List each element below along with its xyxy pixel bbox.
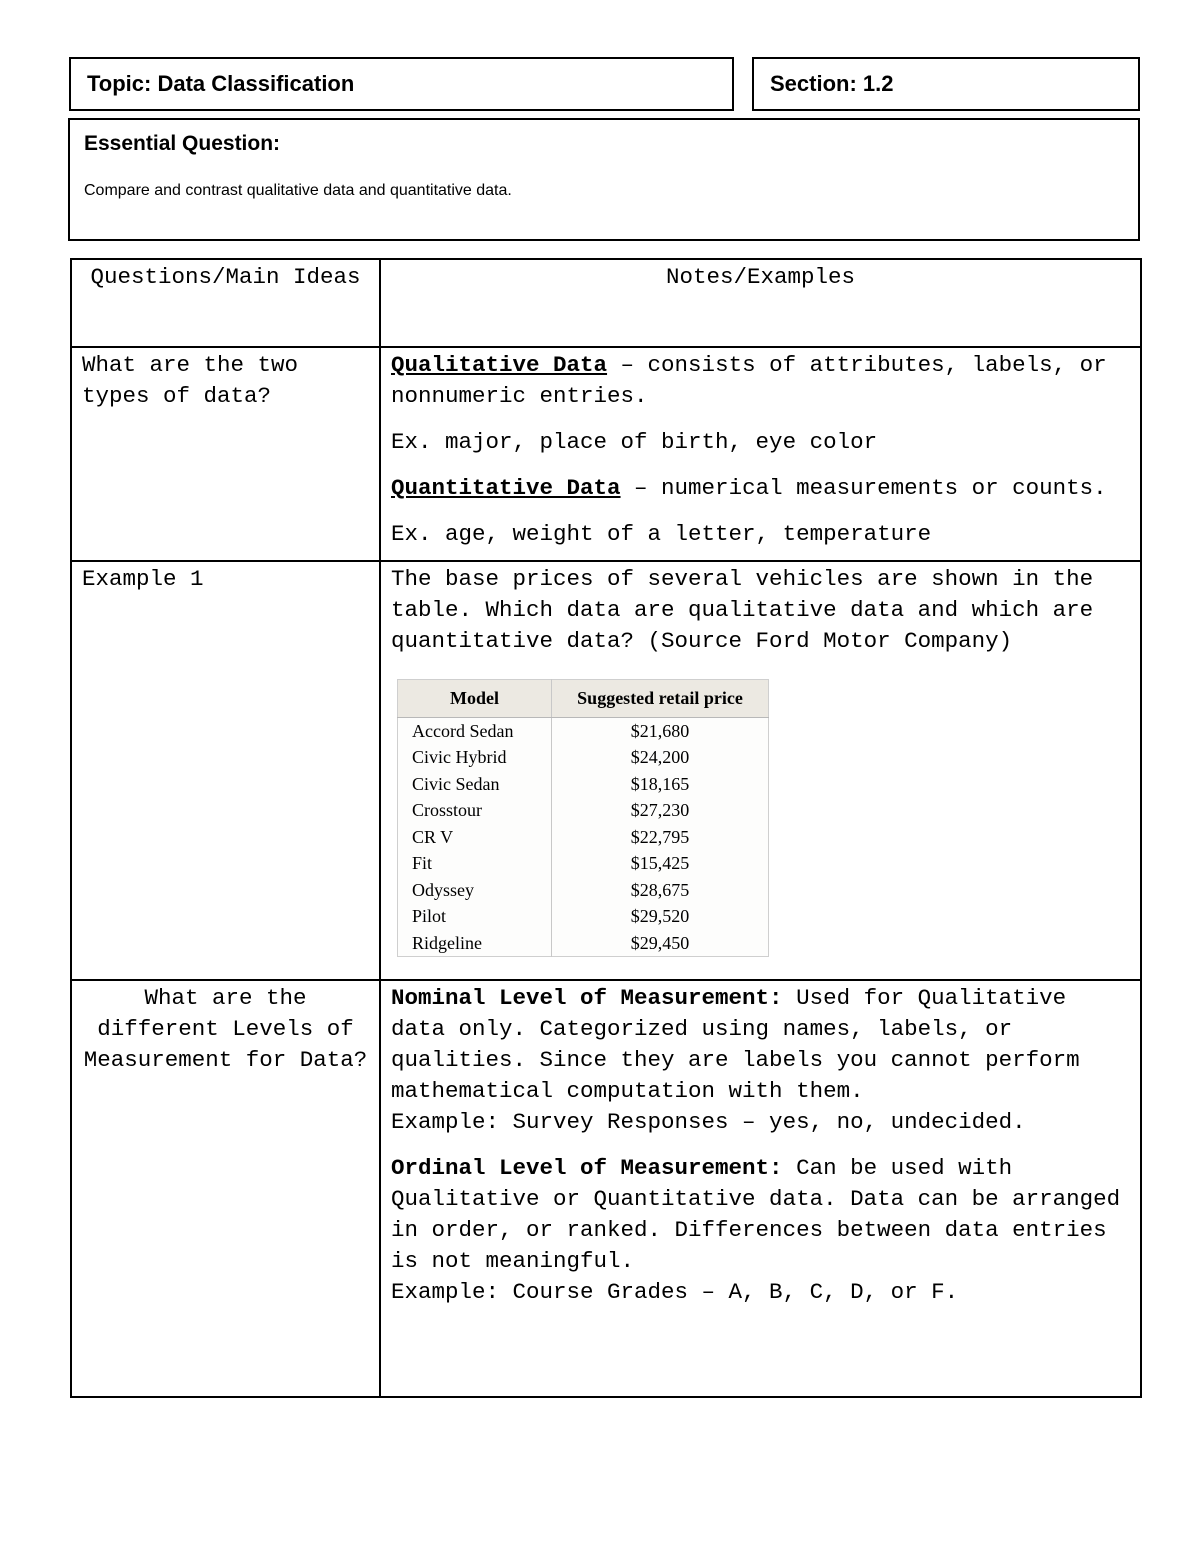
vehicle-model-cell: Ridgeline [398,930,552,957]
vehicle-table-header-row [398,680,769,718]
vehicle-price-cell: $27,230 [630,800,690,820]
nominal-term: Nominal Level of Measurement: [391,985,783,1011]
table-row [71,561,1141,980]
example-text: The base prices of several vehicles are shown in the table. Which data are qualitative data and which are quantitative data? (Source Ford Motor Company) [391,566,1094,654]
question-cell [71,347,380,561]
vehicle-table-row [398,824,769,851]
vehicle-table-row [398,744,769,771]
vehicle-model-cell: Pilot [398,903,552,930]
vehicle-price-cell: $24,200 [630,747,690,767]
vehicle-price-table [397,679,769,957]
quantitative-definition: Quantitative Data – numerical measurements or counts. [391,475,1107,501]
vehicle-price-cell: $28,675 [630,879,690,900]
qualitative-term: Qualitative Data [391,352,608,378]
model-column-header: Model [398,680,552,718]
section-label: Section: 1.2 [770,71,894,96]
topic-label: Topic: Data Classification [87,71,355,96]
vehicle-table-row [398,903,769,930]
vehicle-model-cell: Fit [398,850,552,877]
nominal-example: Example: Survey Responses – yes, no, undecided. [391,1109,1026,1135]
vehicle-table-row [398,717,769,744]
vehicle-price-cell: $18,165 [630,773,690,794]
ordinal-term: Ordinal Level of Measurement: [391,1155,783,1181]
table-row [71,347,1141,561]
question-cell [71,980,380,1397]
question-text: What are the different Levels of Measurement for Data? [83,985,368,1073]
vehicle-table-row [398,850,769,877]
ordinal-definition: Ordinal Level of Measurement: Can be used with Qualitative or Quantitative data. Data can be arranged in order, or ranked. Differences between data entries is not meaningful. Example: Course Grades – A, B, C, D, or F. [391,1155,1121,1305]
table-row [71,980,1141,1397]
vehicle-price-cell: $21,680 [630,720,690,741]
vehicle-price-cell: $29,450 [630,932,690,953]
vehicle-table-row [398,877,769,904]
price-column-header: Suggested retail price [552,680,769,718]
cornell-notes-table [70,258,1142,1398]
notes-cell [380,980,1141,1397]
vehicle-model-cell: Odyssey [398,877,552,904]
nominal-definition: Nominal Level of Measurement: Used for Qualitative data only. Categorized using names, labels, or qualities. Since they are labels you cannot perform mathematical computation with them. Example: Survey Responses – yes, no, undecided. [391,985,1080,1135]
question-text: Example 1 [82,566,204,592]
vehicle-model-cell: CR V [398,824,552,851]
quantitative-term: Quantitative Data [391,475,621,501]
quantitative-example: Ex. age, weight of a letter, temperature [391,521,932,547]
questions-header: Questions/Main Ideas [71,259,380,347]
vehicle-model-cell: Civic Hybrid [398,744,552,771]
table-header-row [71,259,1141,347]
vehicle-table-body [398,717,769,957]
vehicle-price-cell: $29,520 [630,906,690,926]
essential-question-box [68,118,1140,241]
vehicle-price-cell: $15,425 [630,853,690,873]
notes-header: Notes/Examples [380,259,1141,347]
vehicle-table-row [398,930,769,957]
vehicle-model-cell: Crosstour [398,797,552,824]
vehicle-table-row [398,797,769,824]
topic-box [69,57,734,111]
question-text: What are the two types of data? [82,352,299,409]
essential-question-title: Essential Question: [84,132,281,155]
notes-cell [380,347,1141,561]
qualitative-definition: Qualitative Data – consists of attributes, labels, or nonnumeric entries. [391,352,1107,409]
qualitative-example: Ex. major, place of birth, eye color [391,429,878,455]
vehicle-model-cell: Accord Sedan [398,717,552,744]
notes-cell [380,561,1141,980]
vehicle-price-cell: $22,795 [630,826,690,847]
section-box [752,57,1140,111]
vehicle-model-cell: Civic Sedan [398,771,552,798]
question-cell [71,561,380,980]
vehicle-table-row [398,771,769,798]
essential-question-text: Compare and contrast qualitative data and quantitative data. [84,182,512,199]
ordinal-example: Example: Course Grades – A, B, C, D, or F. [391,1279,959,1305]
